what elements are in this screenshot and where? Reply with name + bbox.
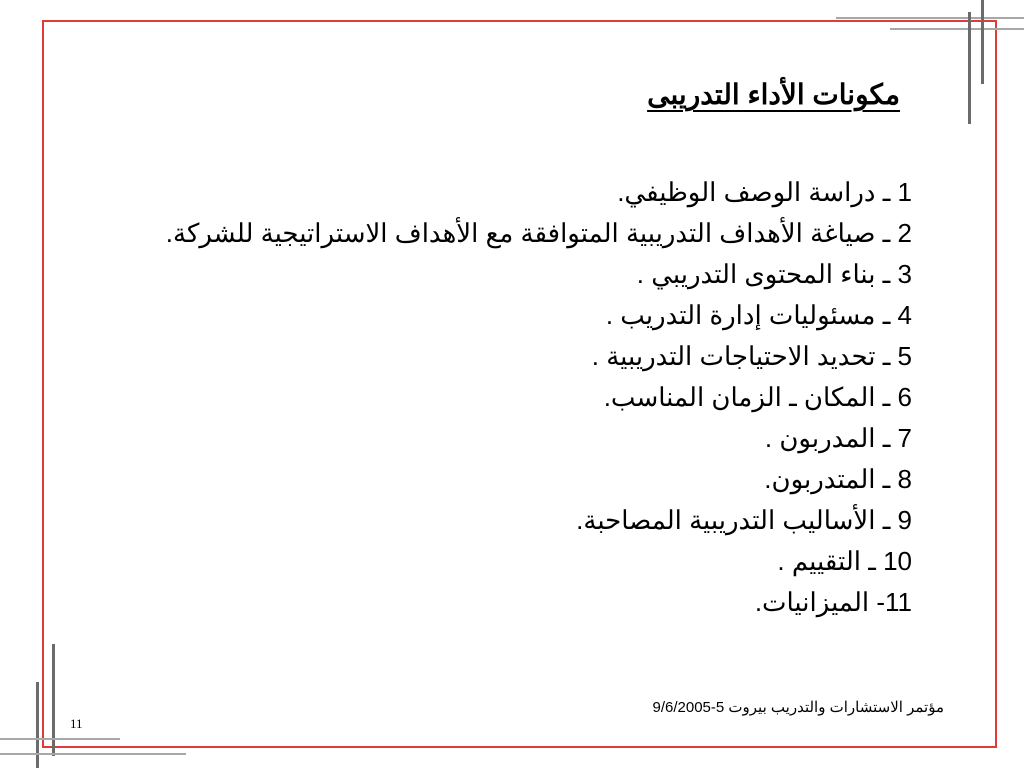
- components-list: [166, 172, 912, 623]
- list-item: 3 ـ بناء المحتوى التدريبي .: [636, 259, 912, 289]
- list-item: 10 ـ التقييم .: [777, 546, 912, 576]
- list-item: 4 ـ مسئوليات إدارة التدريب .: [605, 300, 912, 330]
- footer-conference-text: مؤتمر الاستشارات والتدريب بيروت 5-9/6/2005: [652, 699, 944, 716]
- list-item: 6 ـ المكان ـ الزمان المناسب.: [603, 382, 912, 412]
- page-number: 11: [70, 716, 83, 731]
- frame-bottom-line: [42, 746, 997, 748]
- deco-top-right-v1: [968, 12, 971, 124]
- list-item: 1 ـ دراسة الوصف الوظيفي.: [617, 177, 912, 207]
- list-item: 7 ـ المدربون .: [764, 423, 912, 453]
- frame-top-line: [42, 20, 997, 22]
- list-item: 8 ـ المتدربون.: [764, 464, 912, 494]
- deco-top-right-h2: [890, 28, 1024, 30]
- deco-top-right-v2: [981, 0, 984, 84]
- list-item: 9 ـ الأساليب التدريبية المصاحبة.: [576, 505, 912, 535]
- list-item: 11- الميزانيات.: [754, 587, 912, 617]
- deco-bottom-left-h1: [0, 738, 120, 740]
- list-item: 5 ـ تحديد الاحتياجات التدريبية .: [591, 341, 912, 371]
- deco-top-right-h1: [836, 17, 1024, 19]
- frame-right-line: [995, 20, 997, 748]
- list-item: 2 ـ صياغة الأهداف التدريبية المتوافقة مع الأهداف الاستراتيجية للشركة.: [165, 218, 912, 248]
- slide-title: مكونات الأداء التدريبى: [647, 79, 900, 110]
- frame-left-line: [42, 20, 44, 748]
- deco-bottom-left-v2: [36, 682, 39, 768]
- deco-bottom-left-h2: [0, 753, 186, 755]
